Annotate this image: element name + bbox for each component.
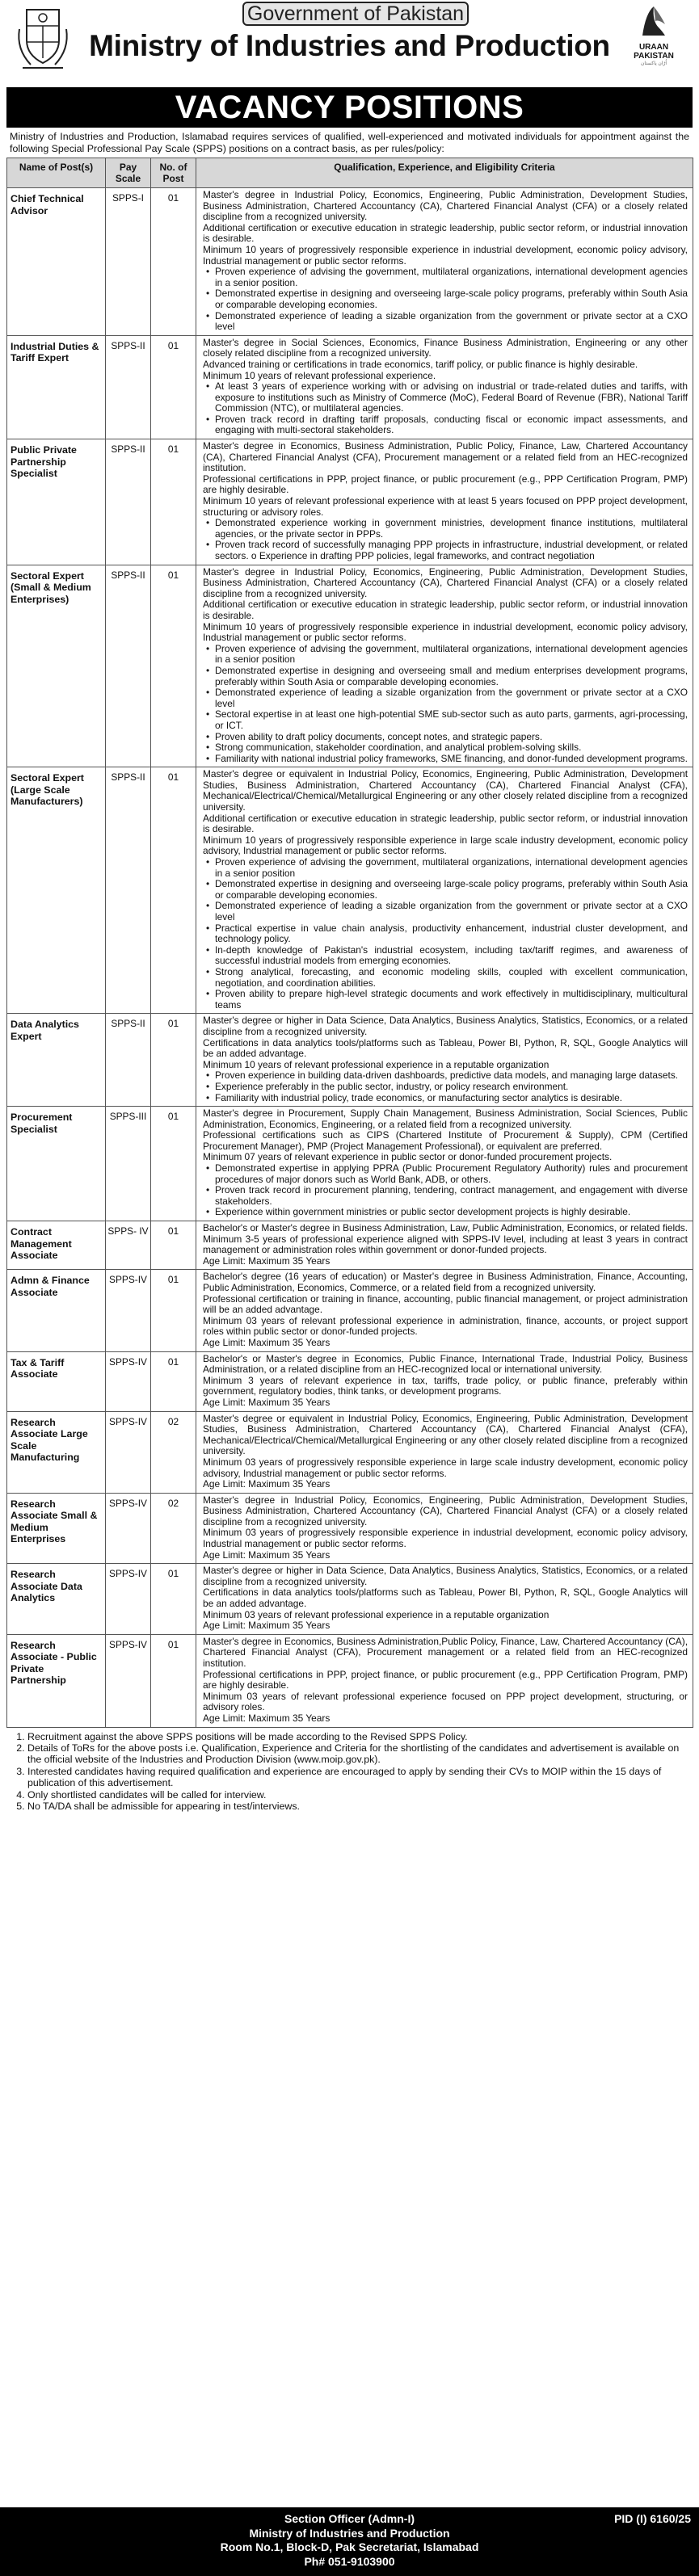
pay-scale: SPPS-IV	[106, 1351, 151, 1411]
criteria-text: Master's degree in Economics, Business Administration,Public Policy, Finance, Law, Chartered Accountancy (CA), Chartered Financial Analyst (CFA), Procurement management or a related field from an HEC-recognized institution.	[203, 1635, 688, 1669]
criteria-text: Minimum 10 years of relevant professional experience in a reputable organization	[203, 1058, 550, 1070]
note-item: 2. Details of ToRs for the above posts i.e. Qualification, Experience and Criteria for the shortlisting of the candidates and advertisement is available on the official website of the Industries and Production Division (www.moip.gov.pk).	[27, 1742, 693, 1766]
criteria-text: Certifications in data analytics tools/platforms such as Tableau, Power BI, Python, R, SQL, Google Analytics will be an added advantage.	[203, 1586, 688, 1610]
criteria-cell	[196, 767, 693, 1014]
criteria-cell	[196, 439, 693, 565]
post-name: Sectoral Expert (Small & Medium Enterprises)	[7, 565, 106, 767]
criteria-text: Minimum 03 years of relevant professional experience focused on PPP project development, structuring, or advisory roles.	[203, 1690, 688, 1713]
criteria-bullet: • Demonstrated expertise in designing and overseeing small and medium enterprises development programs, preferably within South Asia or comparable developing economies.	[215, 666, 688, 687]
criteria-text: Minimum 3-5 years of professional experience aligned with SPPS-IV level, including at least 3 years in contract management or administration roles within government or donor-funded projects.	[203, 1233, 688, 1256]
criteria-cell	[196, 1411, 693, 1493]
post-name: Contract Management Associate	[7, 1221, 106, 1270]
criteria-text: Master's degree or equivalent in Industrial Policy, Economics, Engineering, Public Administration, Development Studies, Business Administration, Chartered Accountancy (CA), Chartered Financial Analyst (CFA), Mechanical/Electrical/Chemical/Metallurgical Engineering or any other closely related discipline from a recognized university.	[203, 768, 688, 813]
criteria-text: Bachelor's degree (16 years of education) or Master's degree in Business Administration, Finance, Accounting, Public Administration, Economics, Commerce, or a related field from a recognized university.	[203, 1271, 688, 1293]
criteria-text: Professional certifications in PPP, project finance, or public procurement (e.g., PPP Certification Program, PMP) are highly desirable.	[203, 473, 688, 496]
number-of-posts: 01	[151, 1014, 196, 1107]
criteria-bullet: • Demonstrated expertise in designing and overseeing large-scale policy programs, preferably within South Asia or comparable developing economies.	[215, 879, 688, 901]
criteria-cell	[196, 1107, 693, 1221]
number-of-posts: 01	[151, 1351, 196, 1411]
uraan-logo-text: URAAN PAKISTAN	[634, 43, 674, 61]
post-name: Admn & Finance Associate	[7, 1270, 106, 1351]
uraan-logo-icon	[638, 3, 670, 39]
post-name: Industrial Duties & Tariff Expert	[7, 335, 106, 439]
criteria-bullets	[203, 1163, 688, 1218]
criteria-cell	[196, 565, 693, 767]
number-of-posts: 01	[151, 1270, 196, 1351]
pay-scale: SPPS-IV	[106, 1493, 151, 1564]
number-of-posts: 01	[151, 335, 196, 439]
post-name: Tax & Tariff Associate	[7, 1351, 106, 1411]
criteria-text: Master's degree in Social Sciences, Economics, Finance Business Administration, Engineering or any other closely related discipline from a recognized university.	[203, 336, 688, 359]
criteria-text: Age Limit: Maximum 35 Years	[203, 1620, 331, 1632]
criteria-bullet: • Familiarity with national industrial policy frameworks, SME financing, and donor-funded development programs.	[215, 754, 688, 765]
criteria-text: Advanced training or certifications in trade economics, tariff policy, or public finance is highly desirable.	[203, 358, 638, 370]
vacancy-rows	[7, 188, 693, 1728]
table-row	[7, 439, 693, 565]
pay-scale: SPPS-IV	[106, 1634, 151, 1727]
header	[6, 0, 693, 87]
number-of-posts: 01	[151, 1634, 196, 1727]
criteria-text: Age Limit: Maximum 35 Years	[203, 1549, 331, 1561]
criteria-bullet: • Proven track record in procurement planning, tendering, contract management, and engagement with diverse stakeholders.	[215, 1185, 688, 1207]
vacancy-heading: VACANCY POSITIONS	[6, 87, 693, 128]
criteria-text: Minimum 03 years of progressively responsible experience in large scale industry development, economic policy advisory, Industrial management or public sector reforms.	[203, 1456, 688, 1479]
criteria-cell	[196, 1351, 693, 1411]
contact-block	[0, 2512, 699, 2569]
criteria-bullet: • Practical expertise in value chain analysis, productivity enhancement, industrial cluster development, and technology policy.	[215, 923, 688, 945]
contact-office: Section Officer (Admn-I)	[284, 2512, 415, 2525]
criteria-text: Certifications in data analytics tools/platforms such as Tableau, Power BI, Python, R, SQL, Google Analytics will be an added advantage.	[203, 1036, 688, 1060]
criteria-cell	[196, 335, 693, 439]
post-name: Research Associate Data Analytics	[7, 1564, 106, 1635]
criteria-text: Age Limit: Maximum 35 Years	[203, 1396, 331, 1408]
number-of-posts: 01	[151, 767, 196, 1014]
table-row	[7, 188, 693, 336]
pay-scale: SPPS-I	[106, 188, 151, 336]
note-item: 5. No TA/DA shall be admissible for appearing in test/interviews.	[27, 1801, 693, 1812]
table-row	[7, 1411, 693, 1493]
criteria-text: Additional certification or executive education in strategic leadership, public sector reform, or industrial innovation is desirable.	[203, 599, 688, 621]
criteria-bullet: • Demonstrated experience working in government ministries, development finance institutions, multilateral agencies, or the private sector in PPPs.	[215, 518, 688, 540]
post-name: Research Associate - Public Private Partnership	[7, 1634, 106, 1727]
criteria-text: Age Limit: Maximum 35 Years	[203, 1712, 331, 1724]
post-name: Research Associate Small & Medium Enterprises	[7, 1493, 106, 1564]
table-row	[7, 335, 693, 439]
table-row	[7, 767, 693, 1014]
table-row	[7, 1351, 693, 1411]
criteria-bullet: • Experience preferably in the public sector, industry, or policy research environment.	[215, 1082, 688, 1093]
note-item: 3. Interested candidates having required qualification and experience are encouraged to apply by sending their CVs to MOIP within the 15 days of publication of this advertisement.	[27, 1766, 693, 1789]
table-row	[7, 1221, 693, 1270]
criteria-bullet: • Familiarity with industrial policy, trade economics, or manufacturing sector analytics is desirable.	[215, 1093, 688, 1104]
criteria-cell	[196, 1493, 693, 1564]
criteria-text: Professional certifications such as CIPS (Chartered Institute of Procurement & Supply), CPM (Certified Procurement Manager), PMP (Project Management Professional), or equivalent are preferred.	[203, 1129, 688, 1152]
post-name: Data Analytics Expert	[7, 1014, 106, 1107]
criteria-text: Minimum 10 years of progressively responsible experience in large scale industry development, economic policy advisory, Industrial management or public sector reforms.	[203, 834, 688, 857]
table-header-row	[7, 158, 693, 188]
criteria-bullet: • Proven track record of successfully managing PPP projects in infrastructure, industrial development, or related sectors. o Experience in drafting PPP policies, legal frameworks, and contract negotiation	[215, 540, 688, 561]
criteria-bullet: • Proven experience of advising the government, multilateral organizations, international development agencies in a senior position	[215, 857, 688, 879]
criteria-bullet: • Proven experience in building data-driven dashboards, predictive data models, and managing large datasets.	[215, 1070, 688, 1082]
pay-scale: SPPS- IV	[106, 1221, 151, 1270]
criteria-bullet: • Demonstrated experience of leading a sizable organization from the government or private sector at a CXO level	[215, 311, 688, 333]
criteria-text: Master's degree in Industrial Policy, Economics, Engineering, Public Administration, Development Studies, Business Administration, Chartered Accountancy (CA), Chartered Financial Analyst (CFA) or a closely related discipline from a recognized university.	[203, 1494, 688, 1528]
criteria-bullet: • At least 3 years of experience working with or advising on industrial or trade-related duties and tariffs, with exposure to institutions such as Ministry of Commerce (MoC), Federal Board of Revenue (FBR), National Tariff Commission (NTC), or multilateral agencies.	[215, 381, 688, 414]
criteria-text: Age Limit: Maximum 35 Years	[203, 1478, 331, 1490]
pay-scale: SPPS-IV	[106, 1270, 151, 1351]
government-banner: Government of Pakistan	[242, 2, 469, 26]
intro-paragraph: Ministry of Industries and Production, Islamabad requires services of qualified, well-experienced and motivated individuals for appointment against the following Special Professional Pay Scale (SPPS) positions on a contract basis, as per rules/policy:	[10, 131, 689, 154]
criteria-bullet: • Sectoral expertise in at least one high-potential SME sub-sector such as auto parts, garments, agri-processing, or ICT.	[215, 709, 688, 731]
criteria-bullet: • Strong analytical, forecasting, and economic modeling skills, coupled with excellent communication, negotiation, and coordination abilities.	[215, 967, 688, 989]
ministry-title: Ministry of Industries and Production	[89, 29, 610, 62]
criteria-text: Professional certification or training in finance, accounting, public financial management, or project administration will be an added advantage.	[203, 1292, 688, 1316]
criteria-bullets	[203, 1070, 688, 1103]
criteria-text: Master's degree in Industrial Policy, Economics, Engineering, Public Administration, Development Studies, Business Administration, Chartered Accountancy (CA), Chartered Financial Analyst (CFA) or a closely related discipline from a recognized university.	[203, 565, 688, 599]
pay-scale: SPPS-III	[106, 1107, 151, 1221]
criteria-bullet: • Proven experience of advising the government, multilateral organizations, international development agencies in a senior position	[215, 644, 688, 666]
table-row	[7, 1107, 693, 1221]
column-header-pay-scale: Pay Scale	[106, 158, 151, 188]
contact-phone: Ph# 051-9103900	[304, 2554, 395, 2568]
number-of-posts: 01	[151, 565, 196, 767]
number-of-posts: 01	[151, 1221, 196, 1270]
criteria-text: Additional certification or executive education in strategic leadership, public sector reform, or industrial innovation is desirable.	[203, 812, 688, 835]
criteria-cell	[196, 1634, 693, 1727]
uraan-pakistan-logo	[625, 3, 683, 69]
column-header-criteria: Qualification, Experience, and Eligibility Criteria	[196, 158, 693, 188]
table-row	[7, 565, 693, 767]
criteria-text: Master's degree in Industrial Policy, Economics, Engineering, Public Administration, Development Studies, Business Administration, Chartered Accountancy (CA), Chartered Financial Analyst (CFA) or a closely related discipline from a recognized university.	[203, 189, 688, 223]
table-row	[7, 1270, 693, 1351]
criteria-bullets	[203, 381, 688, 436]
criteria-cell	[196, 188, 693, 336]
number-of-posts: 01	[151, 1564, 196, 1635]
criteria-bullet: • Strong communication, stakeholder coordination, and analytical problem-solving skills.	[215, 742, 688, 754]
criteria-text: Age Limit: Maximum 35 Years	[203, 1254, 331, 1267]
criteria-text: Minimum 03 years of relevant professional experience in administration, finance, accounts, or project support roles within public sector or donor-funded projects.	[203, 1314, 688, 1338]
criteria-bullets	[203, 857, 688, 1011]
criteria-text: Minimum 10 years of relevant professional experience.	[203, 369, 436, 381]
note-item: 1. Recruitment against the above SPPS positions will be made according to the Revised SPPS Policy.	[27, 1731, 693, 1742]
column-header-post: Name of Post(s)	[7, 158, 106, 188]
criteria-bullet: • Proven ability to draft policy documents, concept notes, and strategic papers.	[215, 732, 688, 743]
criteria-cell	[196, 1014, 693, 1107]
number-of-posts: 01	[151, 188, 196, 336]
notes-section	[6, 1728, 693, 1813]
pay-scale: SPPS-II	[106, 1014, 151, 1107]
post-name: Public Private Partnership Specialist	[7, 439, 106, 565]
post-name: Sectoral Expert (Large Scale Manufacturers)	[7, 767, 106, 1014]
contact-ministry: Ministry of Industries and Production	[249, 2526, 450, 2540]
table-row	[7, 1564, 693, 1635]
vacancy-table	[6, 158, 693, 1728]
post-name: Procurement Specialist	[7, 1107, 106, 1221]
criteria-bullet: • Demonstrated expertise in applying PPRA (Public Procurement Regulatory Authority) rules and procurement procedures of major donors such as World Bank, ADB, or others.	[215, 1163, 688, 1185]
criteria-bullet: • Proven experience of advising the government, multilateral organizations, international development agencies in a senior position.	[215, 267, 688, 288]
criteria-cell	[196, 1221, 693, 1270]
notes-list	[6, 1731, 693, 1813]
criteria-text: Minimum 10 years of progressively responsible experience in industrial development, economic policy advisory, Industrial management or public sector reforms.	[203, 243, 688, 267]
pay-scale: SPPS-II	[106, 335, 151, 439]
pay-scale: SPPS-II	[106, 439, 151, 565]
criteria-text: Minimum 03 years of relevant professional experience in a reputable organization	[203, 1608, 550, 1620]
uraan-logo-subtext: اُڑان پاکستان	[640, 61, 667, 66]
criteria-text: Professional certifications in PPP, project finance, or public procurement (e.g., PPP Certification Program, PMP) are highly desirable.	[203, 1668, 688, 1691]
pay-scale: SPPS-IV	[106, 1411, 151, 1493]
table-row	[7, 1493, 693, 1564]
number-of-posts: 02	[151, 1493, 196, 1564]
pid-number: PID (I) 6160/25	[614, 2512, 691, 2525]
contact-footer	[0, 2507, 699, 2576]
criteria-cell	[196, 1270, 693, 1351]
criteria-bullet: • Proven ability to prepare high-level strategic documents and work effectively in multidisciplinary, multicultural teams	[215, 989, 688, 1011]
number-of-posts: 02	[151, 1411, 196, 1493]
criteria-bullets	[203, 644, 688, 765]
criteria-text: Minimum 10 years of relevant professional experience with at least 5 years focused on PPP project development, structuring or advisory roles.	[203, 495, 688, 518]
pay-scale: SPPS-IV	[106, 1564, 151, 1635]
post-name: Chief Technical Advisor	[7, 188, 106, 336]
criteria-text: Master's degree or higher in Data Science, Data Analytics, Business Analytics, Statistics, Economics, or a related discipline from a recognized university.	[203, 1565, 688, 1587]
criteria-bullet: • Demonstrated experience of leading a sizable organization from the government or private sector at a CXO level	[215, 901, 688, 922]
criteria-text: Master's degree in Procurement, Supply Chain Management, Business Administration, Social Sciences, Public Administration, Economics, Engineering, or a related field from a recognized university.	[203, 1107, 688, 1130]
pay-scale: SPPS-II	[106, 565, 151, 767]
post-name: Research Associate Large Scale Manufacturing	[7, 1411, 106, 1493]
criteria-bullets	[203, 267, 688, 333]
criteria-text: Master's degree or equivalent in Industrial Policy, Economics, Engineering, Public Administration, Development Studies, Business Administration, Chartered Accountancy (CA), Chartered Financial Analyst (CFA), Mechanical/Electrical/Chemical/Metallurgical Engineering or any other closely related discipline from a recognized university.	[203, 1412, 688, 1457]
table-row	[7, 1014, 693, 1107]
number-of-posts: 01	[151, 439, 196, 565]
criteria-bullets	[203, 518, 688, 561]
criteria-bullet: • Experience within government ministries or public sector development projects is highly desirable.	[215, 1207, 688, 1218]
criteria-text: Master's degree or higher in Data Science, Data Analytics, Business Analytics, Statistics, Economics, or a related discipline from a recognized university.	[203, 1015, 688, 1037]
criteria-bullet: • Proven track record in drafting tariff proposals, conducting fiscal or economic impact assessments, and engaging with multi-sectoral stakeholders.	[215, 414, 688, 436]
criteria-text: Minimum 03 years of progressively responsible experience in industrial development, economic policy advisory, Industrial management or public sector reforms.	[203, 1527, 688, 1550]
criteria-bullet: • Demonstrated expertise in designing and overseeing large-scale policy programs, preferably within South Asia or comparable developing economies.	[215, 288, 688, 310]
criteria-cell	[196, 1564, 693, 1635]
criteria-text: Bachelor's or Master's degree in Economics, Public Finance, International Trade, Industrial Policy, Business Administration, or a related discipline from an HEC-recognized local or international university.	[203, 1352, 688, 1376]
criteria-text: Master's degree in Economics, Business Administration, Public Policy, Finance, Law, Chartered Accountancy (CA), Chartered Financial Analyst (CFA), Procurement management or a related field from an HEC-recognized institution.	[203, 440, 688, 474]
criteria-text: Minimum 3 years of relevant experience in tax, tariffs, trade policy, or public finance, preferably within government, regulatory bodies, think tanks, or development programs.	[203, 1374, 688, 1397]
table-row	[7, 1634, 693, 1727]
criteria-text: Minimum 10 years of progressively responsible experience in industrial development, economic policy advisory, Industrial management or public sector reforms.	[203, 620, 688, 644]
criteria-text: Additional certification or executive education in strategic leadership, public sector reform, or industrial innovation is desirable.	[203, 221, 688, 245]
number-of-posts: 01	[151, 1107, 196, 1221]
criteria-bullet: • Demonstrated experience of leading a sizable organization from the government or private sector at a CXO level	[215, 687, 688, 709]
criteria-bullet: • In-depth knowledge of Pakistan's industrial ecosystem, including tax/tariff regimes, and awareness of successful industrial models from emerging economies.	[215, 945, 688, 967]
pay-scale: SPPS-II	[106, 767, 151, 1014]
column-header-no-of-post: No. of Post	[151, 158, 196, 188]
contact-address: Room No.1, Block-D, Pak Secretariat, Islamabad	[220, 2540, 479, 2553]
note-item: 4. Only shortlisted candidates will be called for interview.	[27, 1789, 693, 1801]
criteria-text: Minimum 07 years of relevant experience in public sector or donor-funded procurement projects.	[203, 1151, 613, 1163]
criteria-text: Age Limit: Maximum 35 Years	[203, 1336, 331, 1348]
criteria-text: Bachelor's or Master's degree in Business Administration, Law, Public Administration, Economics, or related fields.	[203, 1222, 688, 1234]
